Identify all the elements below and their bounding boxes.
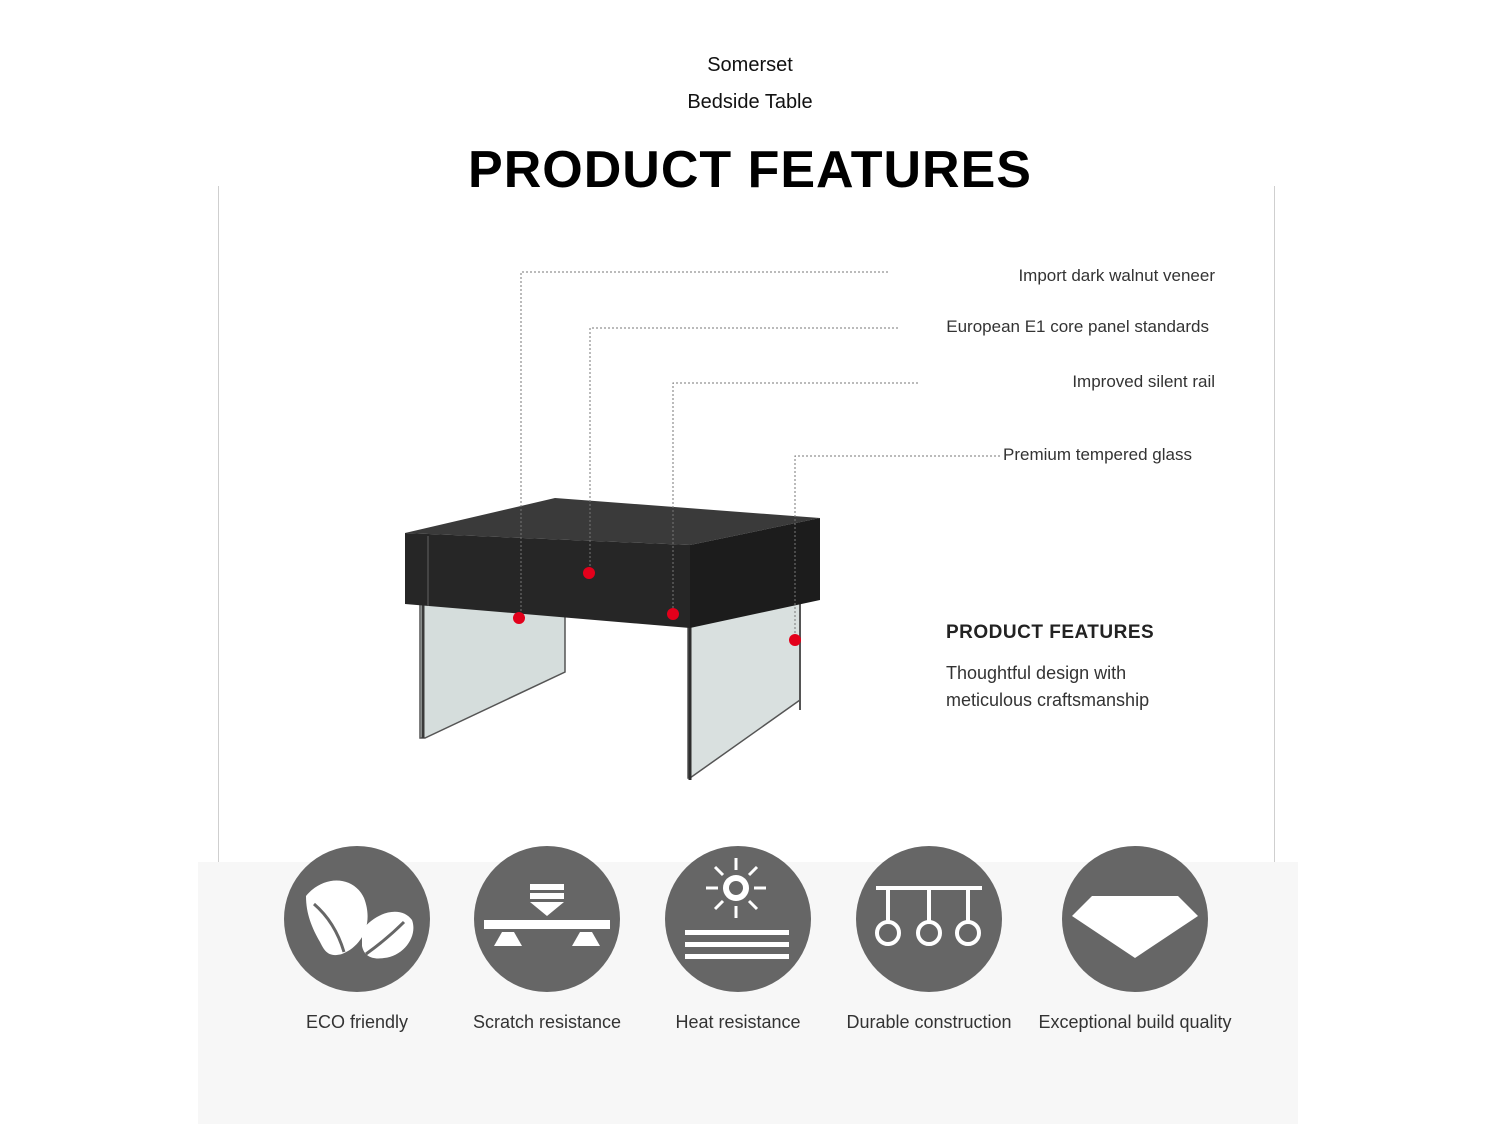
feature-heat — [628, 846, 848, 1033]
diamond-icon — [1062, 846, 1208, 992]
side-description — [946, 660, 1206, 714]
glass-leg-right — [688, 600, 800, 778]
callout-tempered-glass: Premium tempered glass — [1003, 445, 1192, 464]
marker-dot — [513, 612, 525, 624]
callout-veneer: Import dark walnut veneer — [1018, 266, 1215, 285]
glass-leg-left — [420, 600, 565, 738]
feature-label: Scratch resistance — [472, 1012, 622, 1032]
feature-quality — [1025, 846, 1245, 1033]
feature-label: Durable construction — [846, 1012, 1012, 1032]
marker-dot — [667, 608, 679, 620]
callout-e1-panel: European E1 core panel standards — [946, 317, 1209, 336]
sun-heat-icon — [665, 846, 811, 992]
side-heading: PRODUCT FEATURES — [946, 622, 1155, 643]
hanging-weights-icon — [856, 846, 1002, 992]
press-icon — [474, 846, 620, 992]
marker-dot — [789, 634, 801, 646]
feature-label: Exceptional build quality — [1038, 1012, 1232, 1032]
leader-line-glass — [795, 456, 1000, 640]
brand-name: Somerset — [707, 54, 793, 76]
callout-silent-rail: Improved silent rail — [1072, 372, 1215, 391]
page-title: PRODUCT FEATURES — [468, 141, 1032, 199]
marker-dot — [583, 567, 595, 579]
feature-scratch — [437, 846, 657, 1033]
product-name: Bedside Table — [687, 91, 813, 113]
leaf-icon — [284, 846, 430, 992]
feature-label: ECO friendly — [305, 1012, 409, 1032]
feature-eco — [247, 846, 467, 1033]
side-description-line-2: meticulous craftsmanship — [946, 690, 1150, 710]
feature-durable — [819, 846, 1039, 1033]
feature-label: Heat resistance — [675, 1012, 801, 1032]
side-description-line-1: Thoughtful design with — [946, 663, 1127, 683]
